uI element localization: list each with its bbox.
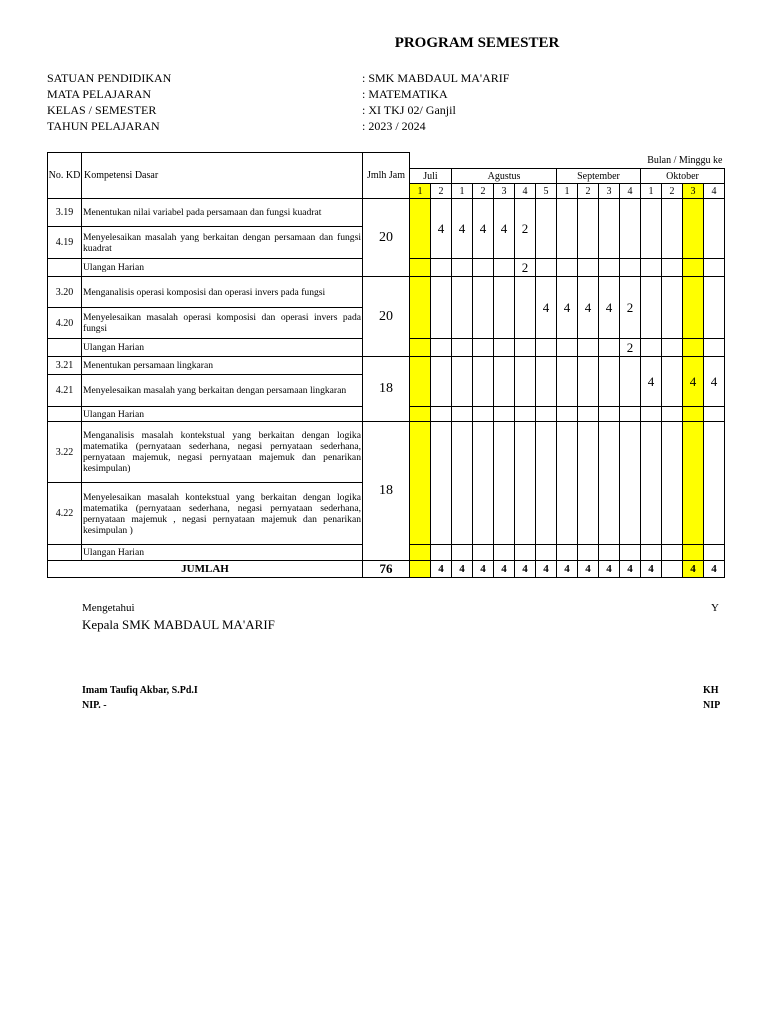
week-cell: [683, 277, 704, 339]
week-cell: [515, 277, 536, 339]
kd-number: 3.21: [48, 357, 82, 375]
week-cell: [683, 339, 704, 357]
month-header: September: [557, 169, 641, 184]
week-cell: [410, 407, 431, 422]
week-cell: [494, 357, 515, 407]
week-cell: 2: [620, 277, 641, 339]
week-cell: [410, 545, 431, 561]
month-header: Oktober: [641, 169, 725, 184]
week-cell: [704, 407, 725, 422]
week-cell: [599, 357, 620, 407]
week-cell: [578, 545, 599, 561]
week-cell: [620, 357, 641, 407]
week-cell: [473, 259, 494, 277]
kepala-label: Kepala SMK MABDAUL MA'ARIF: [82, 617, 275, 632]
total-week-cell: 4: [704, 561, 725, 578]
kd-number: 3.22: [48, 422, 82, 483]
week-cell: [662, 422, 683, 545]
total-week-cell: 4: [473, 561, 494, 578]
week-cell: [536, 545, 557, 561]
total-week-cell: [410, 561, 431, 578]
kd-number: 4.20: [48, 308, 82, 339]
total-week-cell: 4: [431, 561, 452, 578]
week-cell: [494, 259, 515, 277]
signer-name-left: Imam Taufiq Akbar, S.Pd.I: [82, 685, 198, 696]
kompetensi-text: Menyelesaikan masalah operasi komposisi dan operasi invers pada fungsi: [82, 308, 363, 339]
week-cell: 2: [515, 199, 536, 259]
week-cell: [620, 422, 641, 545]
total-week-cell: 4: [515, 561, 536, 578]
meta-label-satuan: SATUAN PENDIDIKAN: [47, 71, 172, 85]
meta-label-kelas: KELAS / SEMESTER: [47, 103, 157, 117]
kompetensi-text: Menyelesaikan masalah yang berkaitan dengan persamaan lingkaran: [82, 375, 363, 407]
total-week-cell: 4: [641, 561, 662, 578]
week-cell: 4: [641, 357, 662, 407]
week-cell: [641, 199, 662, 259]
kd-number: 3.20: [48, 277, 82, 308]
week-header: 2: [662, 184, 683, 199]
week-cell: [662, 407, 683, 422]
kd-number: [48, 259, 82, 277]
week-header: 3: [494, 184, 515, 199]
jam-value: 20: [363, 277, 410, 357]
week-cell: [494, 407, 515, 422]
week-cell: [641, 277, 662, 339]
week-cell: [431, 357, 452, 407]
week-header: 2: [578, 184, 599, 199]
week-cell: [578, 422, 599, 545]
total-jam: 76: [363, 561, 410, 578]
week-cell: [599, 545, 620, 561]
jam-value: 20: [363, 199, 410, 277]
week-header: 1: [452, 184, 473, 199]
month-header: Juli: [410, 169, 452, 184]
week-cell: [494, 339, 515, 357]
page-title: PROGRAM SEMESTER: [394, 35, 560, 51]
week-cell: [473, 357, 494, 407]
signer-nip-left: NIP. -: [82, 700, 107, 711]
week-cell: [536, 199, 557, 259]
week-cell: [641, 407, 662, 422]
table-row: [48, 357, 725, 375]
week-cell: [431, 277, 452, 339]
week-cell: [557, 259, 578, 277]
total-week-cell: 4: [557, 561, 578, 578]
week-cell: 4: [599, 277, 620, 339]
week-cell: [431, 259, 452, 277]
kompetensi-text: Menganalisis operasi komposisi dan operasi invers pada fungsi: [82, 277, 363, 308]
table-row: [48, 199, 725, 227]
week-cell: [410, 277, 431, 339]
week-cell: [662, 259, 683, 277]
week-cell: 4: [704, 357, 725, 407]
week-cell: [578, 259, 599, 277]
kd-number: 3.19: [48, 199, 82, 227]
total-week-cell: 4: [494, 561, 515, 578]
week-cell: [473, 545, 494, 561]
total-week-cell: 4: [599, 561, 620, 578]
week-header: 4: [515, 184, 536, 199]
week-cell: [452, 422, 473, 545]
week-cell: [410, 357, 431, 407]
kd-number: 4.19: [48, 227, 82, 259]
week-cell: [452, 339, 473, 357]
week-cell: [578, 407, 599, 422]
week-cell: [410, 422, 431, 545]
week-cell: [410, 259, 431, 277]
week-cell: [704, 422, 725, 545]
kompetensi-text: Menyelesaikan masalah kontekstual yang berkaitan dengan logika matematika (pernyataan sederhana, negasi pernyataan sederhana, pernyataan majemuk , negasi pernyataan majemuk dan penarikan kesimpulan ): [82, 483, 363, 545]
week-cell: 2: [620, 339, 641, 357]
week-cell: [683, 545, 704, 561]
week-cell: [557, 407, 578, 422]
week-header: 3: [683, 184, 704, 199]
kompetensi-header: Kompetensi Dasar: [82, 153, 363, 199]
week-cell: [662, 199, 683, 259]
total-week-cell: [662, 561, 683, 578]
week-cell: [683, 407, 704, 422]
week-cell: [662, 357, 683, 407]
kompetensi-text: Ulangan Harian: [82, 545, 363, 561]
week-cell: [683, 259, 704, 277]
week-header: 5: [536, 184, 557, 199]
week-cell: [620, 545, 641, 561]
week-cell: [536, 422, 557, 545]
week-cell: [431, 339, 452, 357]
week-cell: [431, 422, 452, 545]
week-cell: [557, 199, 578, 259]
week-cell: [494, 545, 515, 561]
week-header: 4: [704, 184, 725, 199]
kd-number: [48, 407, 82, 422]
meta-value-satuan: : SMK MABDAUL MA'ARIF: [362, 71, 510, 85]
week-cell: [473, 277, 494, 339]
week-cell: [683, 422, 704, 545]
signer-nip-right: NIP: [703, 700, 721, 711]
week-cell: 4: [431, 199, 452, 259]
week-header: 1: [641, 184, 662, 199]
month-header: Agustus: [452, 169, 557, 184]
week-cell: [578, 357, 599, 407]
week-cell: [599, 199, 620, 259]
week-cell: [620, 259, 641, 277]
week-cell: [473, 407, 494, 422]
jam-value: 18: [363, 357, 410, 422]
week-cell: [557, 339, 578, 357]
week-cell: 4: [683, 357, 704, 407]
kd-number: 4.22: [48, 483, 82, 545]
week-cell: [452, 357, 473, 407]
week-cell: 4: [578, 277, 599, 339]
week-cell: 4: [494, 199, 515, 259]
kd-number: [48, 545, 82, 561]
week-cell: [641, 259, 662, 277]
week-cell: [536, 357, 557, 407]
week-cell: [557, 357, 578, 407]
week-cell: [641, 339, 662, 357]
week-cell: [704, 339, 725, 357]
week-cell: [473, 339, 494, 357]
week-cell: [515, 339, 536, 357]
total-row: [48, 561, 725, 578]
week-cell: [431, 545, 452, 561]
no-kd-header: No. KD: [48, 153, 82, 199]
week-cell: 2: [515, 259, 536, 277]
week-cell: [452, 277, 473, 339]
meta-value-kelas: : XI TKJ 02/ Ganjil: [362, 103, 456, 117]
week-cell: [620, 407, 641, 422]
week-header: 4: [620, 184, 641, 199]
week-cell: [683, 199, 704, 259]
jam-value: 18: [363, 422, 410, 561]
week-cell: [410, 339, 431, 357]
table-row: [48, 277, 725, 308]
week-cell: [431, 407, 452, 422]
jam-header: Jmlh Jam: [363, 153, 410, 199]
week-cell: [410, 199, 431, 259]
week-cell: 4: [452, 199, 473, 259]
week-header: 1: [410, 184, 431, 199]
week-cell: [704, 277, 725, 339]
schedule-table: [47, 152, 725, 578]
kompetensi-text: Ulangan Harian: [82, 339, 363, 357]
meta-label-mapel: MATA PELAJARAN: [47, 87, 152, 101]
week-cell: [557, 422, 578, 545]
week-cell: [599, 407, 620, 422]
week-cell: [515, 357, 536, 407]
meta-value-tahun: : 2023 / 2024: [362, 119, 426, 133]
week-cell: 4: [473, 199, 494, 259]
week-cell: [641, 545, 662, 561]
total-week-cell: 4: [452, 561, 473, 578]
mengetahui-label: Mengetahui: [82, 602, 135, 614]
kompetensi-text: Menentukan nilai variabel pada persamaan dan fungsi kuadrat: [82, 199, 363, 227]
week-cell: [704, 545, 725, 561]
week-cell: [578, 339, 599, 357]
header-row-1: [48, 153, 725, 169]
week-header: 2: [473, 184, 494, 199]
total-week-cell: 4: [620, 561, 641, 578]
place-date-right: Y: [711, 602, 719, 614]
kompetensi-text: Menentukan persamaan lingkaran: [82, 357, 363, 375]
week-cell: [452, 545, 473, 561]
week-header: 3: [599, 184, 620, 199]
week-cell: [578, 199, 599, 259]
week-header: 2: [431, 184, 452, 199]
week-cell: [473, 422, 494, 545]
week-cell: [536, 259, 557, 277]
week-cell: [641, 422, 662, 545]
week-cell: [620, 199, 641, 259]
week-cell: [662, 339, 683, 357]
meta-value-mapel: : MATEMATIKA: [362, 87, 448, 101]
week-header: 1: [557, 184, 578, 199]
kd-number: [48, 339, 82, 357]
table-row: [48, 422, 725, 483]
week-cell: [452, 259, 473, 277]
total-week-cell: 4: [683, 561, 704, 578]
week-cell: 4: [557, 277, 578, 339]
kompetensi-text: Ulangan Harian: [82, 407, 363, 422]
week-cell: [704, 259, 725, 277]
bulan-minggu-header: Bulan / Minggu ke: [410, 153, 725, 169]
kompetensi-text: Ulangan Harian: [82, 259, 363, 277]
week-cell: [515, 422, 536, 545]
kd-number: 4.21: [48, 375, 82, 407]
signer-name-right: KH: [703, 685, 719, 696]
week-cell: [494, 422, 515, 545]
week-cell: [599, 422, 620, 545]
total-week-cell: 4: [536, 561, 557, 578]
week-cell: [536, 407, 557, 422]
total-label: JUMLAH: [48, 561, 363, 578]
week-cell: [536, 339, 557, 357]
week-cell: [599, 339, 620, 357]
week-cell: [515, 407, 536, 422]
week-cell: [599, 259, 620, 277]
week-cell: [662, 545, 683, 561]
total-week-cell: 4: [578, 561, 599, 578]
week-cell: [494, 277, 515, 339]
week-cell: 4: [536, 277, 557, 339]
week-cell: [704, 199, 725, 259]
week-cell: [662, 277, 683, 339]
week-cell: [557, 545, 578, 561]
kompetensi-text: Menganalisis masalah kontekstual yang berkaitan dengan logika matematika (pernyataan sederhana, negasi pernyataan sederhana, pernyataan majemuk, negasi pernyataan majemuk dan penarikan kesimpulan): [82, 422, 363, 483]
week-cell: [515, 545, 536, 561]
kompetensi-text: Menyelesaikan masalah yang berkaitan dengan persamaan dan fungsi kuadrat: [82, 227, 363, 259]
week-cell: [452, 407, 473, 422]
meta-label-tahun: TAHUN PELAJARAN: [47, 119, 160, 133]
